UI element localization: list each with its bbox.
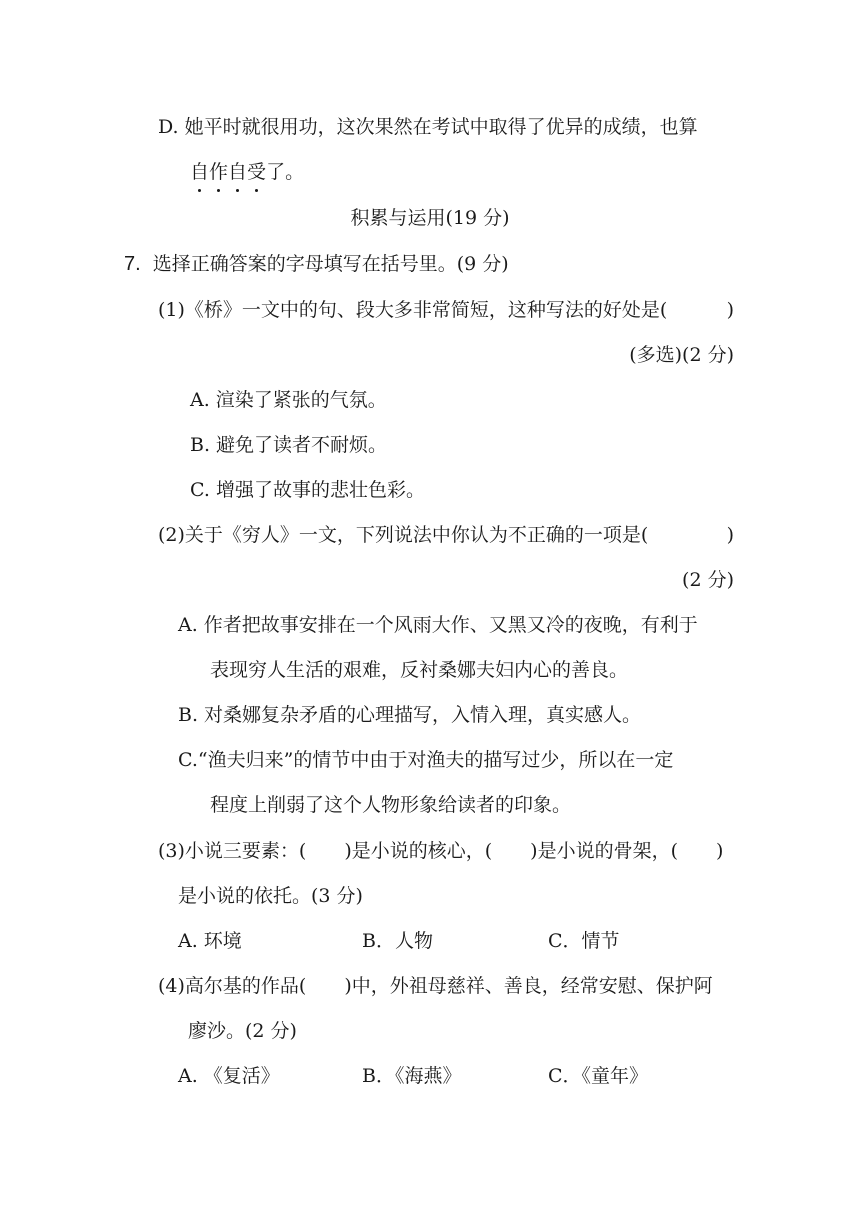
sub1-option-a: A. 渲染了紧张的气氛。 <box>190 389 387 411</box>
sub1-note: (多选)(2 分) <box>629 344 734 366</box>
emphasis-char: 受 <box>247 161 267 183</box>
sub3-stem-line2: 是小说的依托。(3 分) <box>178 885 363 907</box>
answer-blank-close: ) <box>726 524 734 546</box>
sub1-stem <box>158 297 734 323</box>
answer-blank-close: ) <box>726 299 734 321</box>
emphasis-char: 自 <box>190 161 210 183</box>
sub3-option-b: B．人物 <box>362 930 433 952</box>
dotted-phrase <box>190 161 266 183</box>
q6-option-d-line2 <box>190 159 304 185</box>
sub3-option-c: C．情节 <box>548 930 620 952</box>
emphasis-char: 作 <box>209 161 229 183</box>
sub2-option-a-line1: A. 作者把故事安排在一个风雨大作、又黑又冷的夜晚，有利于 <box>178 614 698 636</box>
sub2-option-b: B. 对桑娜复杂矛盾的心理描写，入情入理，真实感人。 <box>178 704 642 726</box>
sub1-stem-text: (1)《桥》一文中的句、段大多非常简短，这种写法的好处是( <box>158 299 668 321</box>
question-7-text: 选择正确答案的字母填写在括号里。(9 分) <box>152 253 509 275</box>
sub4-option-b: B．《海燕》 <box>362 1065 462 1087</box>
sub2-note: (2 分) <box>682 569 734 591</box>
q6-option-d-tail: 了。 <box>266 161 305 183</box>
question-7-stem <box>124 251 509 277</box>
sub2-stem-text: (2)关于《穷人》一文，下列说法中你认为不正确的一项是( <box>158 524 649 546</box>
sub2-option-a-line2: 表现穷人生活的艰难，反衬桑娜夫妇内心的善良。 <box>210 659 629 681</box>
sub1-option-b: B. 避免了读者不耐烦。 <box>190 434 388 456</box>
sub3-stem-line1: (3)小说三要素：( )是小说的核心，( )是小说的骨架，( ) <box>158 840 724 862</box>
sub2-option-c-line2: 程度上削弱了这个人物形象给读者的印象。 <box>210 794 572 816</box>
sub4-option-c: C．《童年》 <box>548 1065 649 1087</box>
question-number: 7. <box>124 253 141 275</box>
sub2-stem <box>158 522 734 548</box>
sub1-option-c: C. 增强了故事的悲壮色彩。 <box>190 479 425 501</box>
sub2-option-c-line1: C.“渔夫归来”的情节中由于对渔夫的描写过少，所以在一定 <box>178 749 674 771</box>
section-title: 积累与运用(19 分) <box>350 207 510 229</box>
sub4-stem-line1: (4)高尔基的作品( )中，外祖母慈祥、善良，经常安慰、保护阿 <box>158 975 713 997</box>
sub3-option-a: A. 环境 <box>178 930 242 952</box>
sub4-stem-line2: 廖沙。(2 分) <box>188 1020 297 1042</box>
q6-option-d-line1: D. 她平时就很用功，这次果然在考试中取得了优异的成绩，也算 <box>158 116 698 138</box>
emphasis-char: 自 <box>228 161 248 183</box>
sub4-option-a: A. 《复活》 <box>178 1065 280 1087</box>
